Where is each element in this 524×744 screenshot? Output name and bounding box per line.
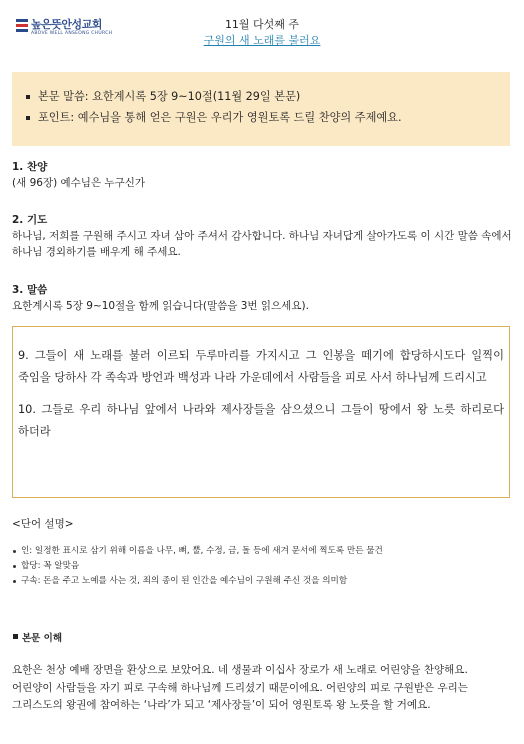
logo-name: 높은뜻안성교회	[31, 18, 102, 31]
understanding-body: 요한은 천상 예배 장면을 환상으로 보았어요. 네 생물과 이십사 장로가 새 노래로 어린양을 찬양해요. 어린양이 사람들을 자기 피로 구속해 하나님께 드리셨기 때문이에요. 어린양의 피로 구원받은 우리는 그리스도의 왕권에 참여하는 ‘나라’가 되고 ‘제사장들’이 되어 영원토록 왕 노릇을 할 거예요.	[12, 664, 468, 711]
week-label: 11월 다섯째 주	[224, 18, 300, 31]
glossary-item: 인: 일정한 표시로 삼기 위해 이름을 나무, 뼈, 뿔, 수정, 금, 돌 등에 새겨 문서에 찍도록 만든 물건	[12, 544, 516, 559]
prayer-title: 2. 기도	[12, 214, 48, 226]
understanding-title: 본문 이해	[12, 630, 62, 644]
praise-title: 1. 찬양	[12, 161, 48, 173]
prayer-section	[12, 213, 512, 260]
summary-text: 본문 말씀: 요한계시록 5장 9~10절(11월 29일 본문)	[26, 86, 500, 107]
word-body: 요한계시록 5장 9~10절을 함께 읽습니다(말씀을 3번 읽으세요).	[12, 300, 309, 312]
song-title-link[interactable]: 구원의 새 노래를 불러요	[203, 34, 321, 47]
summary-box	[12, 72, 510, 146]
glossary-list	[12, 544, 516, 589]
prayer-body: 하나님, 저희를 구원해 주시고 자녀 삼아 주셔서 감사합니다. 하나님 자녀답게 살아가도록 이 시간 말씀 속에서 하나님 경외하기를 배우게 해 주세요.	[12, 230, 512, 258]
praise-body: (새 96장) 예수님은 누구신가	[12, 177, 145, 189]
summary-point: 포인트: 예수님을 통해 얻은 구원은 우리가 영원토록 드릴 찬양의 주제예요.	[26, 107, 500, 128]
verse-9: 9. 그들이 새 노래를 불러 이르되 두루마리를 가지시고 그 인봉을 떼기에 합당하시도다 일찍이 죽임을 당하사 각 족속과 방언과 백성과 나라 가운데에서 사람들을 피로 사서 하나님께 드리시고	[18, 349, 504, 384]
word-title: 3. 말씀	[12, 284, 48, 296]
praise-section	[12, 160, 512, 191]
page-header	[0, 0, 524, 60]
glossary-item: 합당: 꼭 알맞음	[12, 559, 516, 574]
logo-subtitle: ABOVE WELL ANSEONG CHURCH	[31, 31, 113, 36]
verse-10: 10. 그들로 우리 하나님 앞에서 나라와 제사장들을 삼으셨으니 그들이 땅에서 왕 노릇 하리로다 하더라	[18, 403, 504, 438]
glossary-heading: <단어 설명>	[12, 518, 74, 530]
word-section	[12, 283, 512, 314]
glossary-item: 구속: 돈을 주고 노예를 사는 것, 죄의 종이 된 인간을 예수님이 구원해 주신 것을 의미함	[12, 574, 516, 589]
scripture-box	[12, 326, 510, 498]
